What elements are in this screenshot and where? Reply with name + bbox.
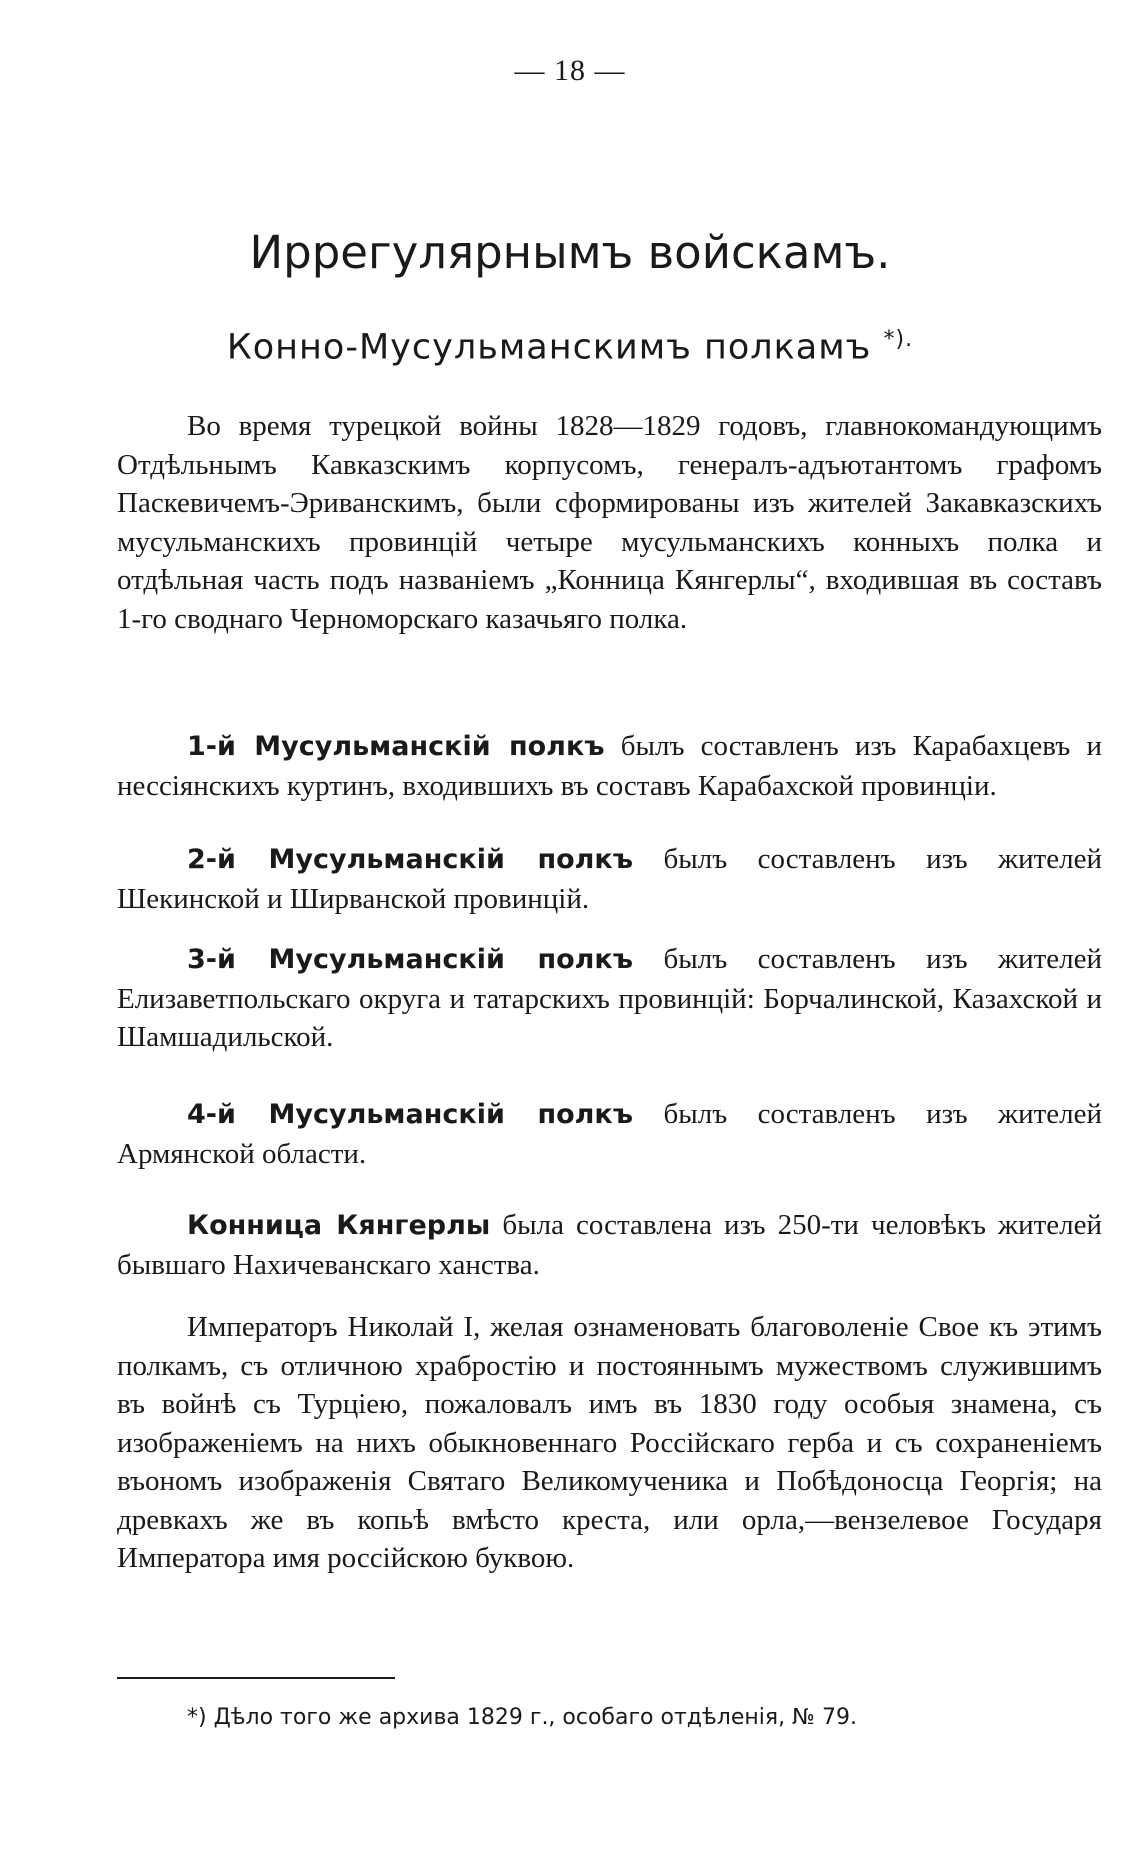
page-number: — 18 —: [514, 54, 626, 87]
paragraph-regiment-1: [117, 727, 1102, 805]
subtitle-text: Конно-Мусульманскимъ полкамъ: [226, 327, 872, 368]
paragraph-text: Императоръ Николай I, желая ознаменовать благоволеніе Свое къ этимъ полкамъ, съ отличною храбростію и постояннымъ мужествомъ служившимъ въ войнѣ съ Турціею, пожаловалъ имъ въ 1830 году особыя знамена, съ изображеніемъ на нихъ обыкновеннаго Россійскаго герба и съ сохраненіемъ въономъ изображенія Святаго Великомученика и Побѣдоносца Георгія; на древкахъ же въ копьѣ вмѣсто креста, или орла,—вензелевое Государя Императора имя россійскою буквою.: [117, 1311, 1102, 1574]
page-subtitle: [0, 327, 1140, 368]
paragraph-text: былъ составленъ изъ жителей Шекинской и Ширванской провинцій.: [117, 843, 1102, 915]
footnote: *) Дѣло того же архива 1829 г., особаго отдѣленія, № 79.: [187, 1705, 857, 1730]
page-title: Иррегулярнымъ войскамъ.: [249, 226, 891, 279]
paragraph-lead: Конница Кянгерлы: [187, 1210, 491, 1241]
paragraph-text: былъ составленъ изъ Карабахцевъ и нессіянскихъ куртинъ, входившихъ въ составъ Карабахской провинціи.: [117, 730, 1102, 802]
paragraph-regiment-3: [117, 940, 1102, 1057]
paragraph-text: была составлена изъ 250-ти человѣкъ жителей бывшаго Нахичеванскаго ханства.: [117, 1209, 1103, 1281]
paragraph-lead: 2-й Мусульманскій полкъ: [187, 844, 634, 875]
footnote-marker: *).: [883, 327, 914, 352]
paragraph-banners: [117, 1308, 1102, 1578]
paragraph-text: Во время турецкой войны 1828—1829 годовъ, главнокомандующимъ Отдѣльнымъ Кавказскимъ корпусомъ, генералъ-адъютантомъ графомъ Паскевичемъ-Эриванскимъ, были сформированы изъ жителей Закавказскихъ мусульманскихъ провинцій четыре мусульманскихъ конныхъ полка и отдѣльная часть подъ названіемъ „Конница Кянгерлы“, входившая въ составъ 1-го своднаго Черноморскаго казачьяго полка.: [117, 410, 1102, 635]
paragraph-text: былъ составленъ изъ жителей Армянской области.: [117, 1098, 1102, 1170]
paragraph-lead: 1-й Мусульманскій полкъ: [187, 731, 605, 762]
paragraph-intro: [117, 407, 1102, 638]
footnote-divider: [117, 1677, 395, 1679]
paragraph-lead: 3-й Мусульманскій полкъ: [187, 944, 634, 975]
paragraph-kyangerly: [117, 1206, 1102, 1284]
paragraph-lead: 4-й Мусульманскій полкъ: [187, 1099, 634, 1130]
paragraph-text: былъ составленъ изъ жителей Елизаветпольскаго округа и татарскихъ провинцій: Борчалинской, Казахской и Шамшадильской.: [117, 943, 1102, 1053]
paragraph-regiment-2: [117, 840, 1102, 918]
paragraph-regiment-4: [117, 1095, 1102, 1173]
